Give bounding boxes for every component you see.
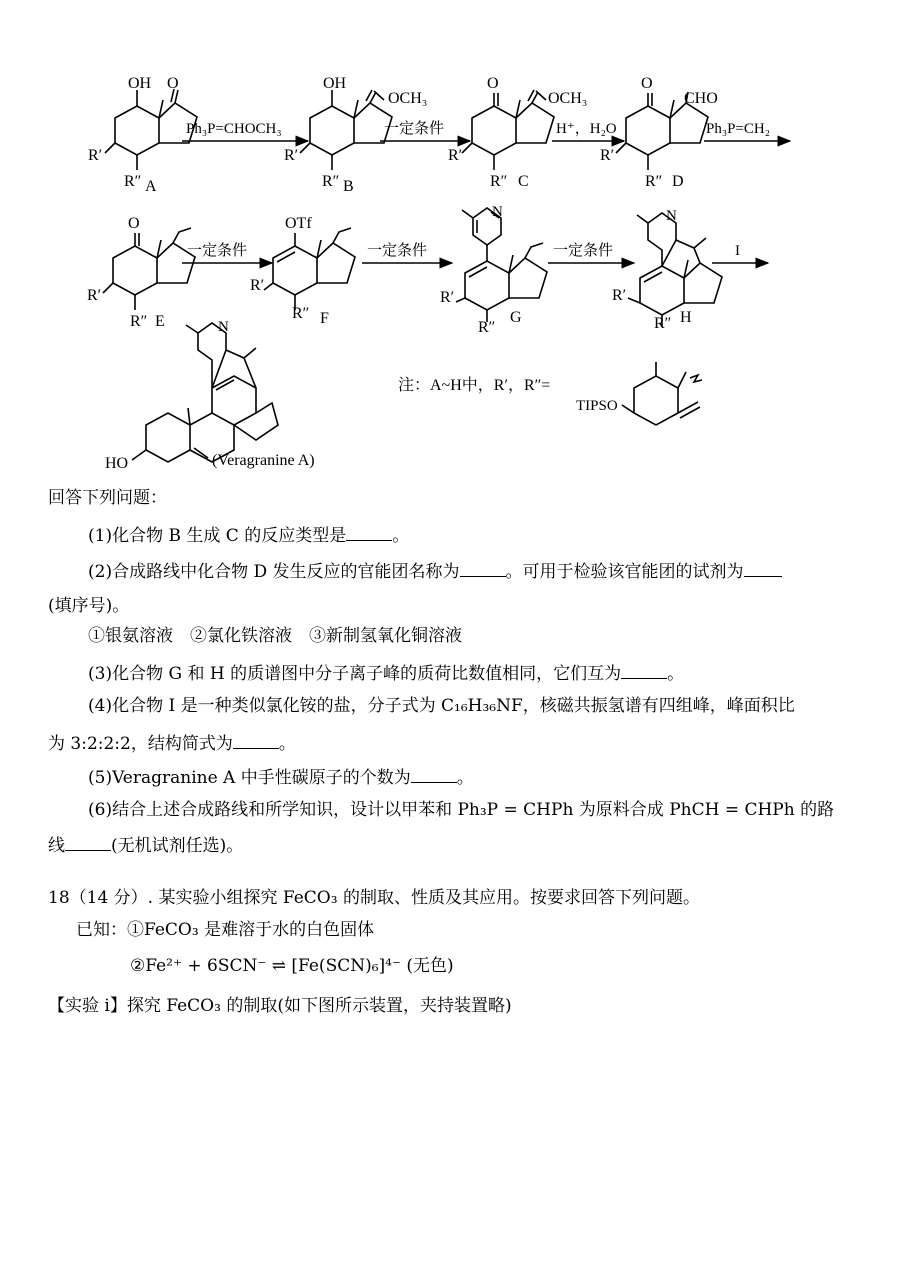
compound-h xyxy=(612,208,722,332)
compound-g xyxy=(440,204,547,336)
r-group-note: 注：A~H中，R′，R″= xyxy=(398,377,551,394)
svg-text:R″: R″ xyxy=(130,313,148,330)
svg-text:R′: R′ xyxy=(612,287,627,304)
r-prime: R′ xyxy=(88,147,103,164)
svg-text:O: O xyxy=(128,215,140,232)
question-5: (5)Veragranine A 中手性碳原子的个数为 。 xyxy=(88,766,474,789)
svg-text:O: O xyxy=(487,75,499,92)
svg-text:O: O xyxy=(641,75,653,92)
question-2-cont: (填序号)。 xyxy=(48,596,130,616)
label-b: B xyxy=(343,178,354,195)
r-group-structure xyxy=(576,362,702,425)
ketone-o: O xyxy=(167,75,179,92)
svg-text:R′: R′ xyxy=(448,147,463,164)
label-f: F xyxy=(320,310,329,327)
svg-text:Ph₃P=CH₂: Ph₃P=CH₂ xyxy=(706,121,770,137)
answer-blank-3[interactable] xyxy=(621,662,667,679)
svg-text:R″: R″ xyxy=(322,173,340,190)
svg-text:CHO: CHO xyxy=(684,90,718,107)
label-e: E xyxy=(155,313,165,330)
product-name: (Veragranine A) xyxy=(212,452,315,469)
answer-blank-4[interactable] xyxy=(233,732,279,749)
svg-text:I: I xyxy=(735,243,740,259)
svg-text:OH: OH xyxy=(323,75,347,92)
answer-blank-1[interactable] xyxy=(346,524,392,541)
label-h: H xyxy=(680,309,692,326)
experiment-i: 【实验 i】探究 FeCO₃ 的制取(如下图所示装置，夹持装置略) xyxy=(48,996,512,1016)
known-fact-2: ②Fe²⁺ + 6SCN⁻ ⇌ [Fe(SCN)₆]⁴⁻ (无色) xyxy=(130,956,454,976)
svg-text:R″: R″ xyxy=(490,173,508,190)
compound-e xyxy=(87,215,195,330)
label-a: A xyxy=(145,178,157,195)
svg-text:R′: R′ xyxy=(600,147,615,164)
svg-text:R″: R″ xyxy=(478,319,496,336)
svg-text:N: N xyxy=(666,208,677,224)
reagent-a-b: Ph₃P=CHOCH₃ xyxy=(186,121,282,137)
compound-a xyxy=(88,75,197,195)
veragranine-a xyxy=(105,319,315,472)
label-c: C xyxy=(518,173,529,190)
svg-text:R″: R″ xyxy=(292,305,310,322)
svg-text:一定条件: 一定条件 xyxy=(553,243,614,259)
question-2: (2)合成路线中化合物 D 发生反应的官能团名称为 。可用于检验该官能团的试剂为 xyxy=(88,560,782,583)
synthesis-scheme xyxy=(0,0,900,480)
svg-text:OTf: OTf xyxy=(285,215,312,232)
question-3: (3)化合物 G 和 H 的质谱图中分子离子峰的质荷比数值相同，它们互为 。 xyxy=(88,662,684,685)
compound-f xyxy=(250,215,355,327)
svg-text:R′: R′ xyxy=(250,277,265,294)
svg-text:R′: R′ xyxy=(87,287,102,304)
svg-text:R″: R″ xyxy=(654,315,672,332)
answer-blank-5[interactable] xyxy=(411,766,457,783)
label-g: G xyxy=(510,309,522,326)
svg-text:一定条件: 一定条件 xyxy=(384,121,445,137)
question-6: (6)结合上述合成路线和所学知识，设计以甲苯和 Ph₃P = CHPh 为原料合成 PhCH = CHPh 的路 xyxy=(88,800,835,820)
question-4: (4)化合物 I 是一种类似氯化铵的盐，分子式为 C₁₆H₃₆NF，核磁共振氢谱有四组峰，峰面积比 xyxy=(88,696,795,716)
questions-intro: 回答下列问题： xyxy=(48,488,167,508)
svg-text:H⁺，H₂O: H⁺，H₂O xyxy=(556,121,617,137)
problem-18-header: 18（14 分）. 某实验小组探究 FeCO₃ 的制取、性质及其应用。按要求回答下列问题。 xyxy=(48,888,700,908)
question-2-options: ①银氨溶液 ②氯化铁溶液 ③新制氢氧化铜溶液 xyxy=(88,626,462,646)
question-1: (1)化合物 B 生成 C 的反应类型是 。 xyxy=(88,524,409,547)
svg-text:R″: R″ xyxy=(645,173,663,190)
compound-d xyxy=(600,75,718,190)
svg-text:HO: HO xyxy=(105,455,129,472)
question-4-cont: 为 3:2:2:2，结构简式为 。 xyxy=(48,732,296,755)
answer-blank-2b[interactable] xyxy=(744,560,782,577)
svg-text:N: N xyxy=(492,204,503,220)
hydroxyl-group: OH xyxy=(128,75,152,92)
svg-text:OCH₃: OCH₃ xyxy=(388,90,428,107)
r-double-prime: R″ xyxy=(124,173,142,190)
svg-text:OCH₃: OCH₃ xyxy=(548,90,588,107)
svg-text:N: N xyxy=(218,319,229,335)
question-6-cont: 线 (无机试剂任选)。 xyxy=(48,834,243,857)
svg-text:一定条件: 一定条件 xyxy=(187,243,248,259)
answer-blank-2a[interactable] xyxy=(460,560,506,577)
label-d: D xyxy=(672,173,684,190)
tipso-group: TIPSO xyxy=(576,398,618,414)
answer-blank-6[interactable] xyxy=(65,834,111,851)
svg-text:R′: R′ xyxy=(284,147,299,164)
svg-text:R′: R′ xyxy=(440,289,455,306)
svg-text:一定条件: 一定条件 xyxy=(367,243,428,259)
known-fact-1: 已知：①FeCO₃ 是难溶于水的白色固体 xyxy=(76,920,375,940)
